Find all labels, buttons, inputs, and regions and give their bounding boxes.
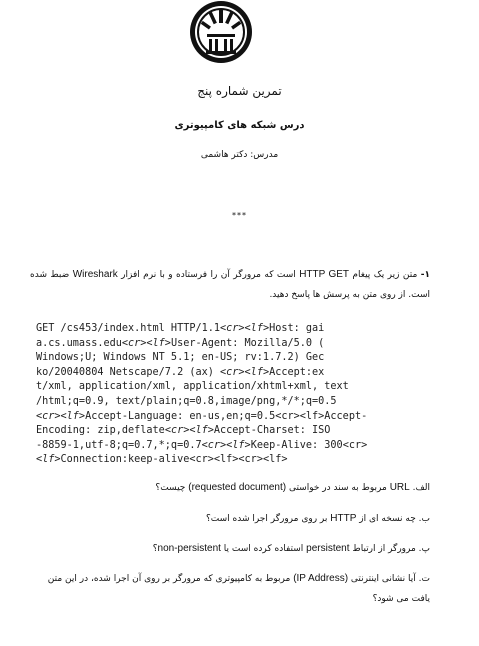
code-text: /html;q=0.9, text/plain;q=0.8,image/png,*/*;q=0.5 xyxy=(36,395,337,407)
code-text: Accept-Language: en-us,en;q=0.5<cr><lf>Accept- xyxy=(85,410,368,422)
question-c xyxy=(30,539,430,559)
code-line xyxy=(36,322,416,337)
code-text: Encoding: zip,deflate xyxy=(36,425,165,437)
code-line xyxy=(36,424,416,439)
wireshark-term: Wireshark xyxy=(72,269,118,280)
university-logo xyxy=(189,0,253,64)
code-text: -8859-1,utf-8;q=0.7,*;q=0.7 xyxy=(36,439,202,451)
problem-1-intro xyxy=(30,265,430,305)
non-persistent-term: non-persistent xyxy=(157,543,221,554)
section-separator: *** xyxy=(232,211,247,220)
code-tag: <cr><lf> xyxy=(220,366,270,378)
http-request-code xyxy=(36,322,416,468)
code-tag: <cr><lf> xyxy=(201,439,251,451)
question-c-mid: استفاده کرده است یا xyxy=(223,544,304,554)
intro-text-c: ضبط شده است. از روی متن به پرسش ها پاسخ دهید. xyxy=(30,270,430,300)
code-tag: <cr><lf> xyxy=(164,425,214,437)
question-a-text: مربوط به سند در خواستی xyxy=(288,483,387,493)
intro-text-b: است که مرورگر آن را فرستاده و با نرم افزار xyxy=(121,270,296,280)
assignment-title: تمرین شماره پنج xyxy=(197,84,282,98)
code-line xyxy=(36,395,416,410)
code-tag: <cr><lf> xyxy=(36,410,86,422)
code-text: Host: gai xyxy=(269,323,325,334)
code-text: Accept-Charset: ISO xyxy=(213,425,331,437)
code-line xyxy=(36,366,416,381)
course-name: درس شبکه های کامپیوتری xyxy=(174,120,305,131)
intro-text-a: متن زیر یک پیغام xyxy=(352,270,418,280)
ip-address-term: (IP Address) xyxy=(293,573,349,584)
requested-document-term: (requested document) xyxy=(188,482,287,493)
code-tag: <cr><lf> xyxy=(220,323,270,334)
question-c-text: پ. مرورگر از ارتباط xyxy=(352,544,430,554)
code-text: Connection:keep-alive<cr><lf><cr><lf> xyxy=(60,454,288,466)
url-term: URL xyxy=(389,482,410,493)
code-text: Accept:ex xyxy=(269,366,325,378)
code-line xyxy=(36,351,416,366)
problem-number: ۱- xyxy=(420,270,430,280)
question-b xyxy=(30,509,430,529)
question-b-end: بر روی مرورگر اجرا شده است؟ xyxy=(205,514,328,524)
question-a xyxy=(30,478,430,498)
question-d-end: مربوط به کامپیوتری که مرورگر بر روی آن اجرا شده، در این متن یافت می شود؟ xyxy=(47,574,430,604)
question-d xyxy=(30,569,430,609)
instructor: مدرس: دکتر هاشمی xyxy=(200,150,279,160)
question-c-end: ؟ xyxy=(152,544,158,554)
code-text: Windows;U; Windows NT 5.1; en-US; rv:1.7.2) Gec xyxy=(36,352,325,364)
code-line xyxy=(36,337,416,352)
http-get-term: HTTP GET xyxy=(299,269,349,280)
question-a-label: الف. xyxy=(412,483,430,493)
code-text: Keep-Alive: 300<cr> xyxy=(250,439,368,451)
persistent-term: persistent xyxy=(306,543,350,554)
code-text: ko/20040804 Netscape/7.2 (ax) xyxy=(36,366,221,378)
code-line xyxy=(36,439,416,454)
code-tag: <cr><lf> xyxy=(121,337,171,349)
code-line xyxy=(36,380,416,395)
question-b-text: ب. چه نسخه ای از xyxy=(359,514,430,524)
code-line xyxy=(36,410,416,425)
code-text: t/xml, application/xml, application/xhtml+xml, text xyxy=(36,381,349,393)
code-text: User-Agent: Mozilla/5.0 ( xyxy=(170,337,325,349)
http-term: HTTP xyxy=(330,513,357,524)
code-tag: <lf> xyxy=(36,454,61,466)
code-line xyxy=(36,453,416,468)
code-text: GET /cs453/index.html HTTP/1.1 xyxy=(36,323,221,334)
question-d-text: ت. آیا نشانی اینترنتی xyxy=(350,574,430,584)
code-text: a.cs.umass.edu xyxy=(36,337,122,349)
question-a-end: چیست؟ xyxy=(155,483,186,493)
